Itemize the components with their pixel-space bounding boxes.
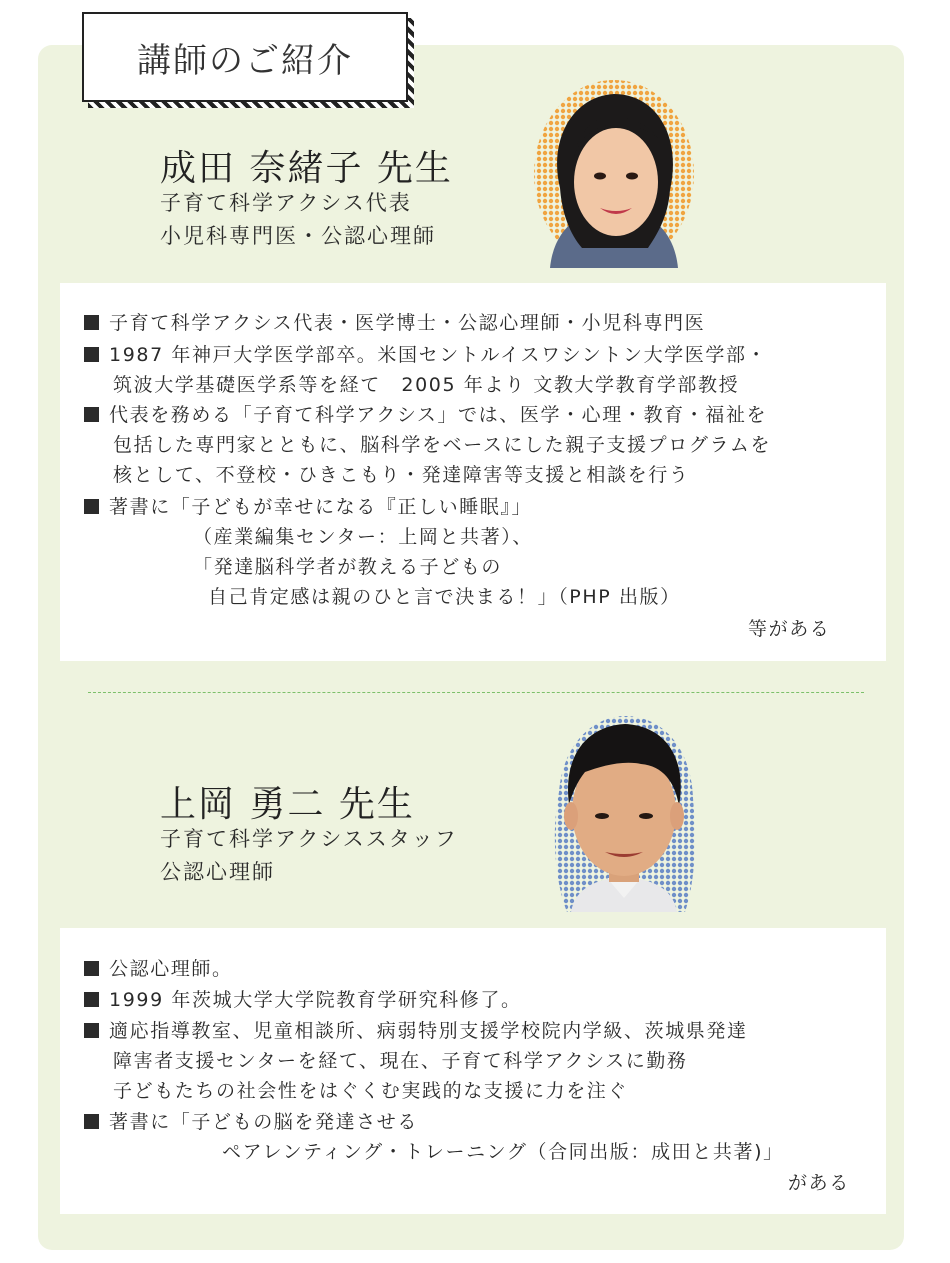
instructor2-name: 上岡 勇二 先生 (160, 784, 415, 825)
bio1-item: 子育て科学アクシス代表・医学博士・公認心理師・小児科専門医 (84, 308, 705, 335)
bio1-line: 筑波大学基礎医学系等を経て 2005 年より 文教大学教育学部教授 (113, 374, 740, 396)
bullet-square-icon (84, 407, 99, 422)
section-title: 講師のご紹介 (82, 12, 408, 102)
bullet-square-icon (84, 347, 99, 362)
bio2-line: ペアレンティング・トレーニング（合同出版：成田と共著)」 (222, 1141, 784, 1163)
section-title-box (82, 12, 408, 102)
instructor1-name: 成田 奈緒子 先生 (160, 148, 453, 189)
bio2-item: 適応指導教室、児童相談所、病弱特別支援学校院内学級、茨城県発達 (84, 1016, 748, 1043)
instructor1-role-2: 小児科専門医・公認心理師 (160, 224, 436, 248)
bio2-line: 子どもたちの社会性をはぐくむ実践的な支援に力を注ぐ (113, 1080, 629, 1102)
bullet-square-icon (84, 992, 99, 1007)
bio1-line: 自己肯定感は親のひと言で決まる！」（PHP 出版） (208, 586, 681, 608)
bio1-item: 代表を務める「子育て科学アクシス」では、医学・心理・教育・福祉を (84, 400, 767, 427)
bio2-item: 1999 年茨城大学大学院教育学研究科修了。 (84, 985, 522, 1012)
bio1-line: （産業編集センター：上岡と共著）、 (193, 526, 533, 548)
bullet-square-icon (84, 961, 99, 976)
bio2-item: 著書に「子どもの脳を発達させる (84, 1107, 418, 1134)
bio2-line: がある (788, 1172, 850, 1194)
portrait-man-icon (545, 712, 703, 912)
bio1-item: 1987 年神戸大学医学部卒。米国セントルイスワシントン大学医学部・ (84, 340, 767, 367)
instructor2-role-2: 公認心理師 (160, 860, 275, 884)
bio1-line: 等がある (748, 618, 831, 640)
bio2-item: 公認心理師。 (84, 954, 233, 981)
bullet-square-icon (84, 1114, 99, 1129)
instructor2-role-1: 子育て科学アクシススタッフ (160, 827, 458, 851)
bullet-square-icon (84, 315, 99, 330)
bio1-line: 「発達脳科学者が教える子どもの (193, 556, 503, 578)
bio1-line: 核として、不登校・ひきこもり・発達障害等支援と相談を行う (113, 464, 690, 486)
bio1-item: 著書に「子どもが幸せになる『正しい睡眠』」 (84, 492, 532, 519)
bio1-line: 包括した専門家とともに、脳科学をベースにした親子支援プログラムを (113, 434, 772, 456)
section-divider (88, 692, 864, 693)
portrait-woman-icon (530, 78, 698, 270)
bullet-square-icon (84, 499, 99, 514)
instructor1-role-1: 子育て科学アクシス代表 (160, 191, 412, 215)
bullet-square-icon (84, 1023, 99, 1038)
bio2-line: 障害者支援センターを経て、現在、子育て科学アクシスに勤務 (113, 1050, 688, 1072)
